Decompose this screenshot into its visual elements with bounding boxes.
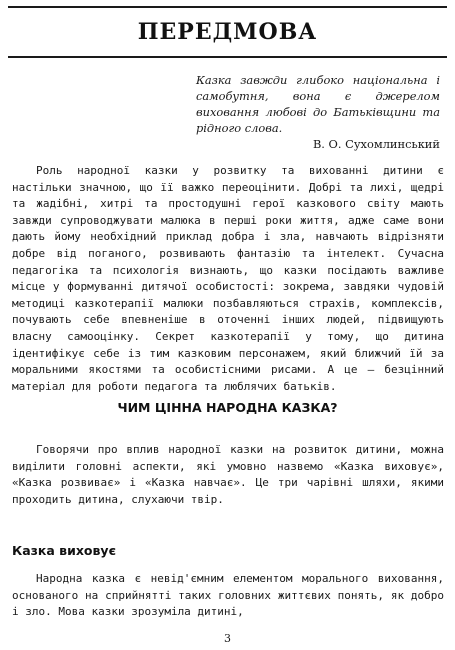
section-heading: ЧИМ ЦІННА НАРОДНА КАЗКА? (117, 400, 338, 415)
section-paragraph: Говорячи про вплив народної казки на розвиток дитини, можна виділити головні аспекти, які умовно назвемо «Казка виховує», «Казка розвиває» і «Казка навчає». Це три чарівні шляхи, якими проходить дитина, слухаючи твір. (12, 443, 444, 506)
epigraph-author: В. О. Сухомлинський (312, 137, 440, 151)
subsection-paragraph: Народна казка є невід'ємним елементом морального виховання, основаного на сприйнятті таких головних життєвих понять, як добро і зло. Мова казки зрозуміла дитині, (12, 572, 444, 619)
title-bar (8, 6, 447, 58)
page-number: 3 (224, 632, 231, 645)
subsection-heading: Казка виховує (12, 543, 116, 558)
page-title: ПЕРЕДМОВА (137, 19, 318, 45)
intro-paragraph: Роль народної казки у розвитку та вихованні дитини є настільки значною, що її важко переоцінити. Добрі та лихі, щедрі та жадібні, хитрі та простодушні герої казкового світу мають завжди супроводжувати малюка в перші роки життя, адже саме вони дають йому необхідний приклад добра і зла, навчають відрізняти добре від поганого, розвивають фантазію та інтелект. Сучасна педагогіка та психологія визнають, що казки посідають важливе місце у формуванні дитячої особистості: зокрема, завдяки чудовій методиці казкотерапії малюки позбавляються страхів, комплексів, почувають себе впевненіше в оточенні інших людей, підвищують власну самооцінку. Секрет казкотерапії у тому, що дитина ідентифікує себе із тим казковим персонажем, який ближчий їй за моральними якостями та особистісними рисами. А це — безцінний матеріал для роботи педагога та люблячих батьків. (12, 164, 444, 393)
epigraph-quote: Казка завжди глибоко національна і самобутня, вона є джерелом виховання любові до Батьківщини та рідного слова. (196, 73, 440, 135)
